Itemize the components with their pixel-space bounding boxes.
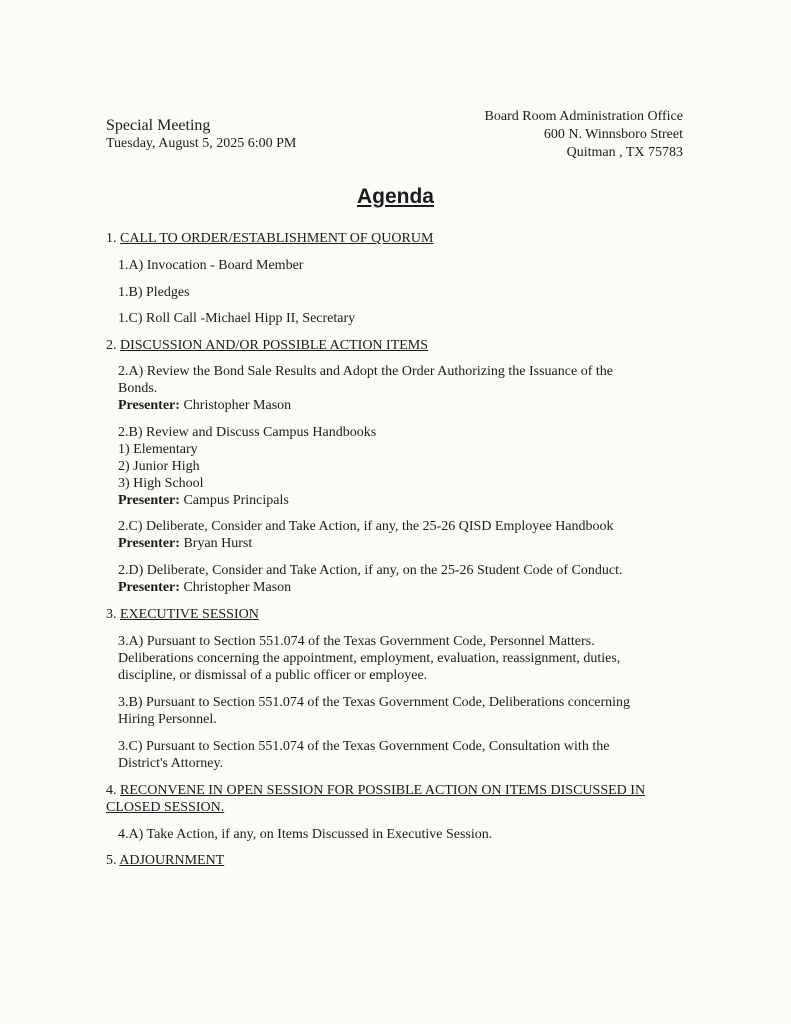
presenter-name: Campus Principals (183, 493, 289, 508)
item-text: 3.C) Pursuant to Section 551.074 of the Texas Government Code, Consultation with the (118, 739, 610, 754)
item-text: 1.C) Roll Call -Michael Hipp II, Secretary (118, 311, 356, 326)
agenda-item-1a (118, 257, 678, 274)
section-number: 4. (106, 783, 117, 798)
item-text: 1.B) Pledges (118, 285, 190, 300)
location-line-1: Board Room Administration Office (484, 109, 683, 124)
item-text: 2.D) Deliberate, Consider and Take Action, if any, on the 25-26 Student Code of Conduct. (118, 563, 623, 578)
sub-item: 3) High School (118, 476, 204, 491)
agenda-item-3a (118, 633, 678, 684)
item-text: 1.A) Invocation - Board Member (118, 258, 304, 273)
presenter-label: Presenter: (118, 536, 180, 551)
section-heading-3 (106, 606, 259, 623)
presenter-name: Christopher Mason (183, 580, 292, 595)
item-text: discipline, or dismissal of a public officer or employee. (118, 668, 428, 683)
agenda-item-1c (118, 310, 678, 327)
presenter-line (118, 492, 678, 509)
item-text: 2.C) Deliberate, Consider and Take Action, if any, the 25-26 QISD Employee Handbook (118, 519, 614, 534)
section-number: 1. (106, 231, 117, 246)
meeting-type: Special Meeting (106, 117, 211, 134)
item-text: Bonds. (118, 381, 158, 396)
item-text: 3.A) Pursuant to Section 551.074 of the Texas Government Code, Personnel Matters. (118, 634, 595, 649)
agenda-item-2b (118, 424, 678, 509)
section-title: RECONVENE IN OPEN SESSION FOR POSSIBLE ACTION ON ITEMS DISCUSSED IN (120, 783, 646, 798)
presenter-label: Presenter: (118, 580, 180, 595)
item-text: Deliberations concerning the appointment, employment, evaluation, reassignment, duties, (118, 651, 621, 666)
presenter-name: Christopher Mason (183, 398, 292, 413)
sub-item: 2) Junior High (118, 459, 200, 474)
section-title: DISCUSSION AND/OR POSSIBLE ACTION ITEMS (120, 338, 429, 353)
section-title-continued: CLOSED SESSION. (106, 800, 225, 815)
page-title: Agenda (356, 185, 434, 208)
section-title: EXECUTIVE SESSION (120, 607, 259, 622)
section-heading-4-continued (106, 799, 224, 816)
section-heading-4 (106, 782, 645, 799)
section-heading-5 (106, 852, 224, 869)
presenter-line (118, 579, 678, 596)
agenda-item-1b (118, 284, 678, 301)
agenda-item-2c (118, 518, 678, 552)
sub-item: 1) Elementary (118, 442, 198, 457)
agenda-item-3c (118, 738, 678, 772)
presenter-line (118, 397, 678, 414)
item-text: 4.A) Take Action, if any, on Items Discussed in Executive Session. (118, 827, 493, 842)
section-number: 2. (106, 338, 117, 353)
location-line-3: Quitman , TX 75783 (566, 145, 683, 160)
section-heading-2 (106, 337, 428, 354)
item-text: 3.B) Pursuant to Section 551.074 of the Texas Government Code, Deliberations concerning (118, 695, 630, 710)
item-text: Hiring Personnel. (118, 712, 217, 727)
section-number: 5. (106, 853, 117, 868)
presenter-label: Presenter: (118, 493, 180, 508)
presenter-label: Presenter: (118, 398, 180, 413)
meeting-info (106, 116, 296, 153)
section-title: ADJOURNMENT (119, 853, 225, 868)
agenda-item-2a (118, 363, 678, 414)
agenda-item-4a (118, 826, 678, 843)
item-text: 2.B) Review and Discuss Campus Handbooks (118, 425, 377, 440)
meeting-location (485, 108, 683, 162)
meeting-date-time: Tuesday, August 5, 2025 6:00 PM (106, 136, 297, 151)
item-text: 2.A) Review the Bond Sale Results and Adopt the Order Authorizing the Issuance of the (118, 364, 613, 379)
section-title: CALL TO ORDER/ESTABLISHMENT OF QUORUM (120, 231, 434, 246)
presenter-line (118, 535, 678, 552)
section-heading-1 (106, 230, 433, 247)
item-text: District's Attorney. (118, 756, 224, 771)
section-number: 3. (106, 607, 117, 622)
agenda-item-3b (118, 694, 678, 728)
agenda-item-2d (118, 562, 678, 596)
location-line-2: 600 N. Winnsboro Street (543, 127, 683, 142)
presenter-name: Bryan Hurst (183, 536, 253, 551)
